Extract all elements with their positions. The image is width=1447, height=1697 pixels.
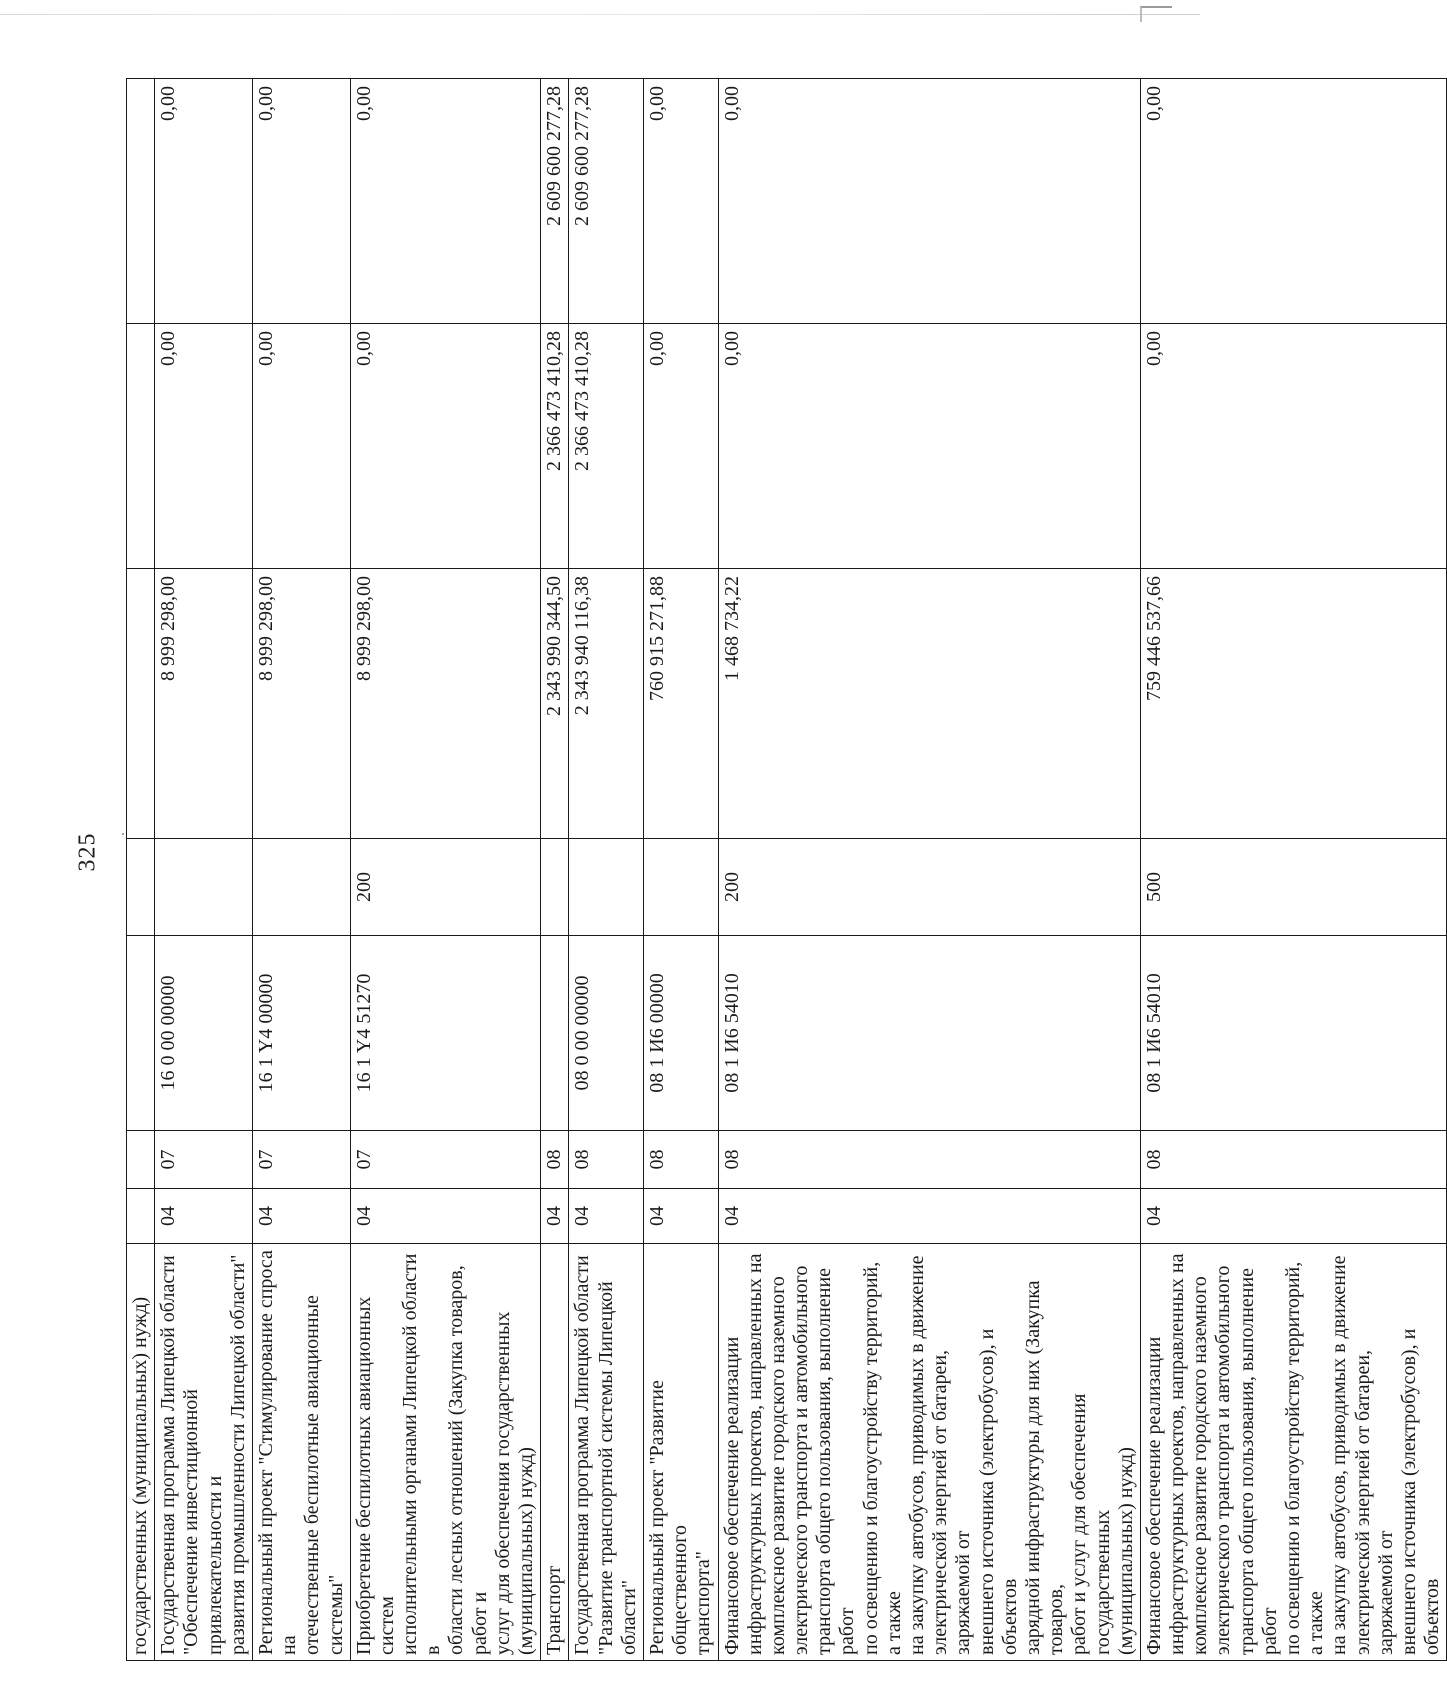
row-name-line: зарядной инфраструктуры для них (Закупка товаров, (1021, 1280, 1068, 1655)
amount-year3-cell: 0,00 (155, 79, 253, 324)
row-name-cell (643, 1244, 718, 1661)
row-name-line: работ и услуг для обеспечения государственных (1068, 1393, 1114, 1655)
amount-year1-cell: 1 468 734,22 (718, 569, 1140, 839)
expense-type-cell (643, 839, 718, 936)
row-name-line: инфраструктурных проектов, направленных на (743, 1253, 766, 1655)
amount-year3-cell: 0,00 (252, 79, 350, 324)
section-code-cell: 04 (252, 1189, 350, 1244)
amount-year3-cell: 2 609 600 277,28 (541, 79, 569, 324)
target-article-cell: 08 1 И6 54010 (718, 936, 1140, 1131)
row-name-line: области лесных отношений (Закупка товаров, работ и (445, 1265, 491, 1655)
section-code-cell: 04 (155, 1189, 253, 1244)
target-article-cell: 08 1 И6 54010 (1140, 936, 1446, 1131)
expense-type-cell (569, 839, 644, 936)
amount-year2-cell: 0,00 (1140, 324, 1446, 569)
amount-year3-cell: 0,00 (350, 79, 541, 324)
amount-year2-cell: 0,00 (155, 324, 253, 569)
row-name-line: комплексное развитие городского наземного (1189, 1276, 1212, 1655)
row-name-cell (718, 1244, 1140, 1661)
expense-type-cell: 200 (718, 839, 1140, 936)
row-name-line: электрического транспорта и автомобильного (1212, 1265, 1235, 1655)
row-name-cell (350, 1244, 541, 1661)
table-row (350, 79, 541, 1661)
row-name-line: Государственная программа Липецкой области (571, 1255, 594, 1655)
row-name-line: "Обеспечение инвестиционной привлекательности и (180, 1388, 226, 1655)
row-name-cell (252, 1244, 350, 1661)
expense-type-cell: 200 (350, 839, 541, 936)
expense-type-cell: 500 (1140, 839, 1446, 936)
row-name-line: услуг для обеспечения государственных (491, 1311, 514, 1655)
row-name-line: исполнительными органами Липецкой области в (399, 1253, 445, 1655)
row-name-line: Региональный проект "Развитие общественного (645, 1380, 692, 1655)
row-name-line: Финансовое обеспечение реализации (1142, 1336, 1165, 1655)
row-name-cell (127, 1244, 155, 1661)
row-name-line: (муниципальных) нужд) (1114, 1447, 1137, 1655)
amount-year3-cell: 0,00 (1140, 79, 1446, 324)
budget-table (126, 78, 1447, 1661)
section-code-cell (127, 1189, 155, 1244)
row-name-line: внешнего источника (электробусов), и объектов (975, 1328, 1021, 1655)
target-article-cell (541, 936, 569, 1131)
target-article-cell: 16 1 Y4 00000 (252, 936, 350, 1131)
row-name-line: электрической энергией от батареи, заряжаемой от (1351, 1349, 1397, 1655)
amount-year1-cell: 760 915 271,88 (643, 569, 718, 839)
table-row (541, 79, 569, 1661)
table-body (127, 79, 1447, 1661)
target-article-cell (127, 936, 155, 1131)
amount-year2-cell (127, 324, 155, 569)
row-name-line: инфраструктурных проектов, направленных на (1166, 1253, 1189, 1655)
amount-year2-cell: 0,00 (643, 324, 718, 569)
row-name-line: Региональный проект "Стимулирование спроса на (254, 1250, 301, 1655)
row-name-line: Транспорт (543, 1565, 566, 1655)
row-name-line: Финансовое обеспечение реализации (720, 1336, 743, 1655)
row-name-cell (541, 1244, 569, 1661)
row-name-line: электрической энергией от батареи, заряжаемой от (929, 1349, 975, 1655)
row-name-line: государственных (муниципальных) нужд) (129, 1296, 151, 1655)
section-code-cell: 04 (1140, 1189, 1446, 1244)
section-code-cell: 04 (350, 1189, 541, 1244)
expense-type-cell (127, 839, 155, 936)
subsection-code-cell: 08 (541, 1131, 569, 1189)
section-code-cell: 04 (643, 1189, 718, 1244)
table-row (718, 79, 1140, 1661)
row-name-line: развития промышленности Липецкой области" (226, 1254, 249, 1655)
budget-table-rotated (126, 79, 1444, 1661)
target-article-cell: 08 0 00 00000 (569, 936, 644, 1131)
amount-year3-cell (127, 79, 155, 324)
table-row (643, 79, 718, 1661)
subsection-code-cell: 07 (155, 1131, 253, 1189)
row-name-line: на закупку автобусов, приводимых в движение (1328, 1255, 1351, 1655)
subsection-code-cell: 08 (1140, 1131, 1446, 1189)
row-name-cell (155, 1244, 253, 1661)
scan-speck (122, 833, 124, 835)
amount-year1-cell: 8 999 298,00 (252, 569, 350, 839)
row-name-line: по освещению и благоустройству территорий, а также (859, 1261, 905, 1655)
page-number: 325 (74, 832, 101, 872)
row-name-cell (1140, 1244, 1446, 1661)
amount-year2-cell: 0,00 (252, 324, 350, 569)
row-name-line: "Развитие транспортной системы Липецкой области" (594, 1281, 640, 1655)
target-article-cell: 08 1 И6 00000 (643, 936, 718, 1131)
scan-top-edge (0, 14, 1200, 15)
amount-year1-cell (127, 569, 155, 839)
amount-year2-cell: 2 366 473 410,28 (569, 324, 644, 569)
row-name-line: (муниципальных) нужд) (515, 1447, 537, 1655)
amount-year3-cell: 0,00 (643, 79, 718, 324)
row-name-cell (569, 1244, 644, 1661)
table-row (127, 79, 155, 1661)
amount-year2-cell: 2 366 473 410,28 (541, 324, 569, 569)
amount-year1-cell: 2 343 940 116,38 (569, 569, 644, 839)
row-name-line: транспорта общего пользования, выполнение работ (1235, 1267, 1281, 1655)
target-article-cell: 16 1 Y4 51270 (350, 936, 541, 1131)
row-name-line: Государственная программа Липецкой области (157, 1255, 180, 1655)
amount-year2-cell: 0,00 (350, 324, 541, 569)
row-name-line: комплексное развитие городского наземного (766, 1276, 789, 1655)
subsection-code-cell (127, 1131, 155, 1189)
section-code-cell: 04 (718, 1189, 1140, 1244)
subsection-code-cell: 08 (718, 1131, 1140, 1189)
subsection-code-cell: 08 (569, 1131, 644, 1189)
section-code-cell: 04 (541, 1189, 569, 1244)
table-row (252, 79, 350, 1661)
row-name-line: электрического транспорта и автомобильного (790, 1265, 813, 1655)
table-row (569, 79, 644, 1661)
row-name-line: отечественные беспилотные авиационные системы" (301, 1295, 347, 1655)
amount-year1-cell: 8 999 298,00 (155, 569, 253, 839)
expense-type-cell (541, 839, 569, 936)
row-name-line: на закупку автобусов, приводимых в движение (906, 1255, 928, 1655)
target-article-cell: 16 0 00 00000 (155, 936, 253, 1131)
section-code-cell: 04 (569, 1189, 644, 1244)
row-name-line: транспорта" (692, 1551, 715, 1655)
subsection-code-cell: 08 (643, 1131, 718, 1189)
amount-year1-cell: 759 446 537,66 (1140, 569, 1446, 839)
row-name-line: транспорта общего пользования, выполнение работ (813, 1267, 859, 1655)
subsection-code-cell: 07 (252, 1131, 350, 1189)
amount-year3-cell: 2 609 600 277,28 (569, 79, 644, 324)
row-name-line: по освещению и благоустройству территорий, а также (1282, 1261, 1328, 1655)
scan-corner-mark (1140, 6, 1172, 22)
row-name-line: внешнего источника (электробусов), и объектов (1397, 1328, 1444, 1655)
amount-year1-cell: 2 343 990 344,50 (541, 569, 569, 839)
subsection-code-cell: 07 (350, 1131, 541, 1189)
amount-year1-cell: 8 999 298,00 (350, 569, 541, 839)
table-row (155, 79, 253, 1661)
row-name-line: Приобретение беспилотных авиационных систем (352, 1296, 398, 1655)
table-row (1140, 79, 1446, 1661)
expense-type-cell (155, 839, 253, 936)
amount-year3-cell: 0,00 (718, 79, 1140, 324)
expense-type-cell (252, 839, 350, 936)
amount-year2-cell: 0,00 (718, 324, 1140, 569)
